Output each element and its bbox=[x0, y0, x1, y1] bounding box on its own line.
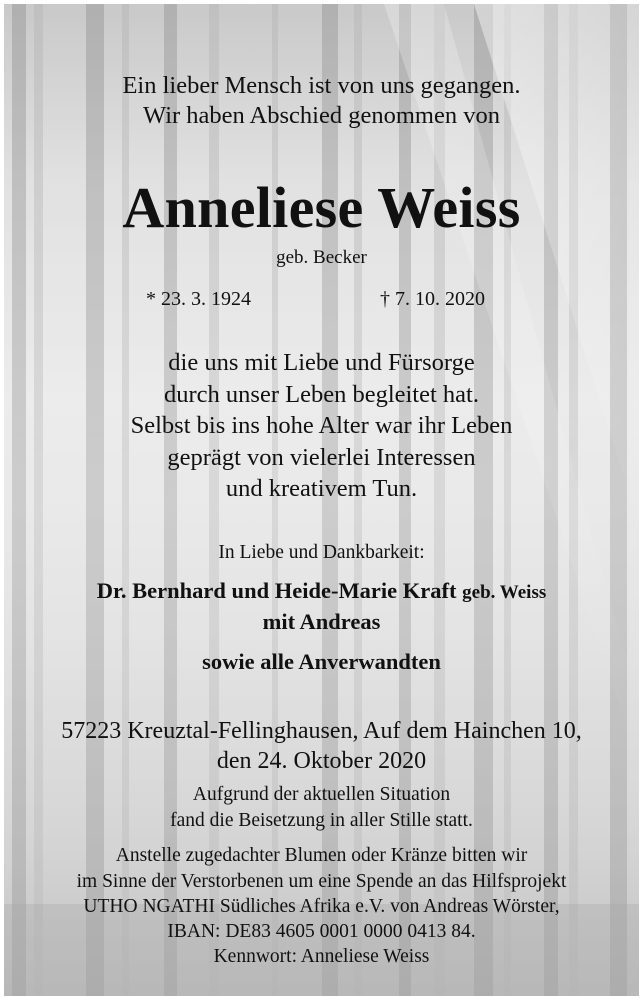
place-date: den 24. Oktober 2020 bbox=[216, 748, 427, 774]
mourners-family-born-name: geb. Weiss bbox=[462, 582, 547, 603]
tribute-line-2: durch unser Leben begleitet hat. bbox=[164, 381, 479, 408]
mourners-family-line-3: sowie alle Anverwandten bbox=[202, 649, 441, 674]
tribute-line-4: geprägt von vielerlei Interessen bbox=[167, 444, 476, 471]
obituary-notice bbox=[4, 4, 639, 996]
donation-note-line-3: UTHO NGATHI Südliches Afrika e.V. von Andreas Wörster, bbox=[83, 896, 560, 917]
funeral-note-line-2: fand die Beisetzung in aller Stille statt. bbox=[170, 810, 473, 831]
mourners-family-line-1 bbox=[4, 578, 639, 604]
tribute-line-5: und kreativem Tun. bbox=[225, 475, 418, 502]
intro-line-2: Wir haben Abschied genommen von bbox=[143, 102, 500, 129]
tribute-line-3: Selbst bis ins hohe Alter war ihr Leben bbox=[130, 412, 513, 439]
intro-line-1: Ein lieber Mensch ist von uns gegangen. bbox=[122, 72, 521, 99]
funeral-note-line-1: Aufgrund der aktuellen Situation bbox=[192, 784, 451, 805]
place-address: 57223 Kreuztal-Fellinghausen, Auf dem Hainchen 10, bbox=[61, 718, 582, 744]
mourners-family-line-2: mit Andreas bbox=[262, 609, 381, 634]
donation-note-line-1: Anstelle zugedachter Blumen oder Kränze bitten wir bbox=[115, 845, 528, 866]
death-date: † 7. 10. 2020 bbox=[380, 288, 485, 310]
mourners-intro: In Liebe und Dankbarkeit: bbox=[218, 542, 425, 563]
donation-note-line-2: im Sinne der Verstorbenen um eine Spende an das Hilfsprojekt bbox=[76, 871, 567, 892]
birth-date: * 23. 3. 1924 bbox=[146, 288, 251, 310]
donation-note-line-5: Kennwort: Anneliese Weiss bbox=[213, 946, 430, 967]
mourners-family-names: Dr. Bernhard und Heide-Marie Kraft bbox=[96, 578, 457, 603]
donation-note-line-4: IBAN: DE83 4605 0001 0000 0413 84. bbox=[167, 921, 476, 942]
deceased-name: Anneliese Weiss bbox=[122, 175, 521, 240]
tribute-line-1: die uns mit Liebe und Fürsorge bbox=[168, 349, 475, 376]
born-name: geb. Becker bbox=[276, 247, 367, 268]
